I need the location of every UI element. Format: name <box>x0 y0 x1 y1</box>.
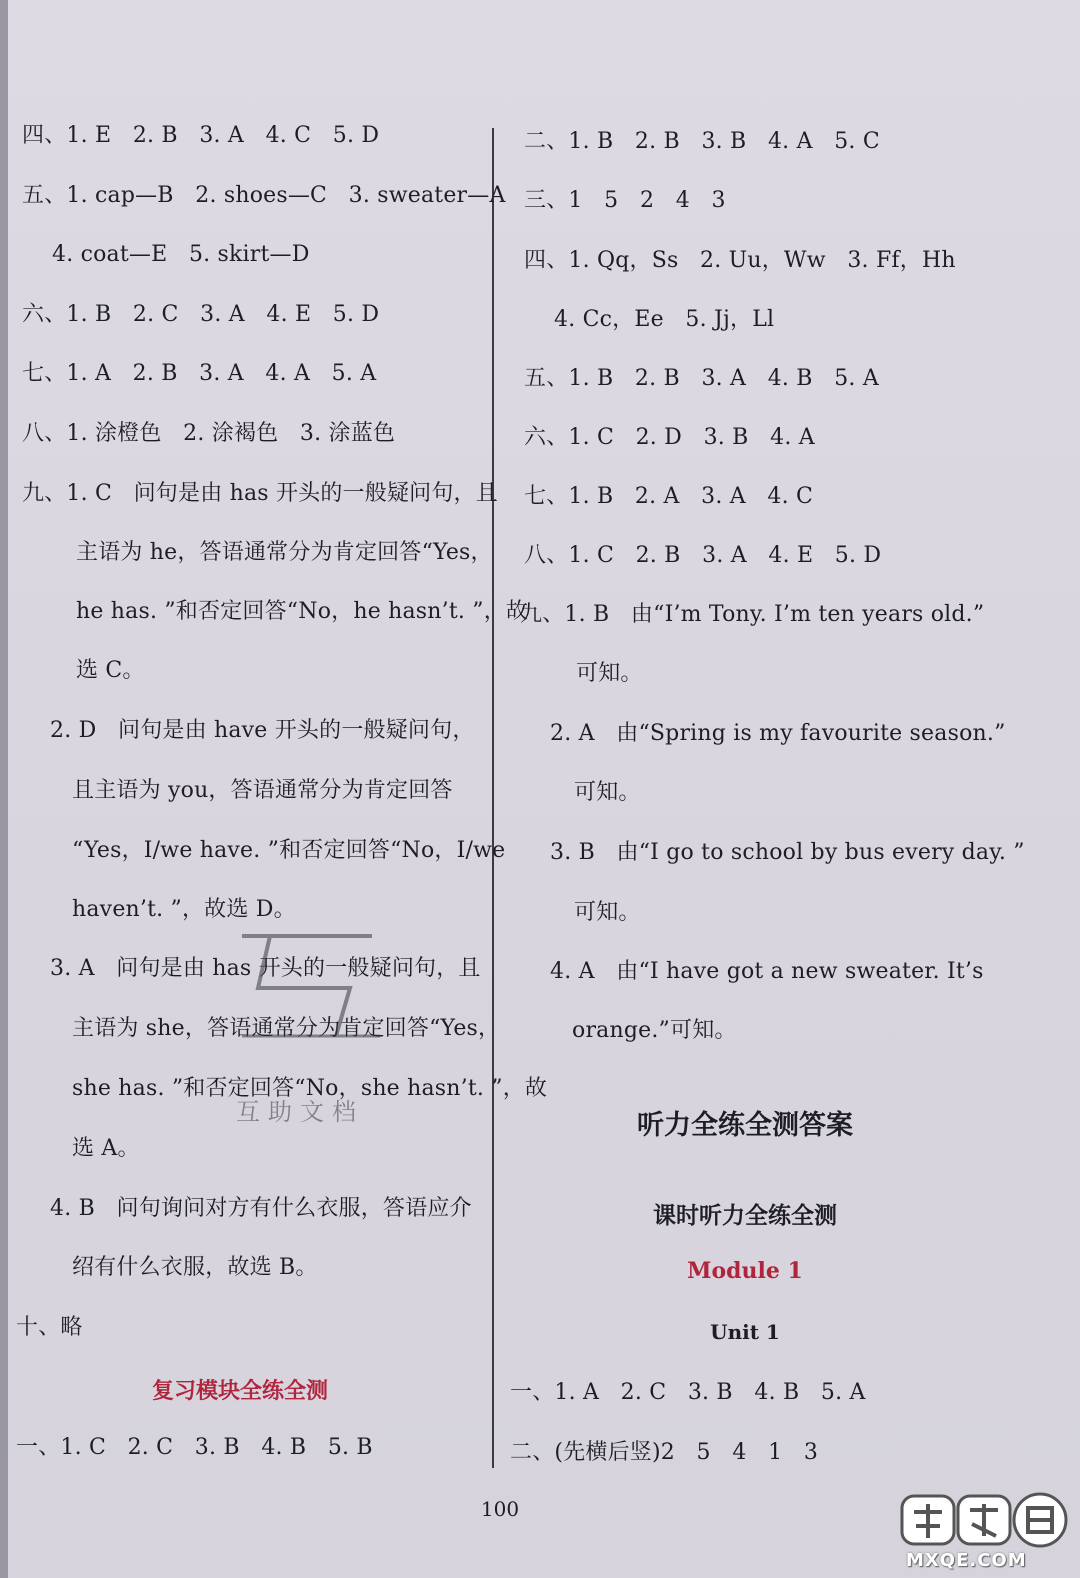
answer-line: 选 C。 <box>76 658 145 683</box>
module-heading: Module 1 <box>687 1258 803 1284</box>
answer-line: 一、1. C 2. C 3. B 4. B 5. B <box>16 1435 373 1460</box>
section-heading: 听力全练全测答案 <box>637 1110 853 1141</box>
answer-line: he has. ”和否定回答“No，he hasn’t. ”，故 <box>76 599 529 624</box>
answer-line: 六、1. B 2. C 3. A 4. E 5. D <box>22 302 380 327</box>
answer-line: 4. B 问句询问对方有什么衣服，答语应介 <box>50 1196 472 1221</box>
answer-line: “Yes，I/we have. ”和否定回答“No，I/we <box>72 838 506 863</box>
answer-line: 六、1. C 2. D 3. B 4. A <box>524 425 815 450</box>
answer-line: 2. D 问句是由 have 开头的一般疑问句， <box>50 718 475 743</box>
page-edge <box>0 0 8 1578</box>
answer-line: 绍有什么衣服，故选 B。 <box>72 1255 318 1280</box>
site-logo-text: MXQE.COM <box>906 1550 1027 1571</box>
answer-line: 可知。 <box>574 780 641 805</box>
answer-line: 二、1. B 2. B 3. B 4. A 5. C <box>524 129 880 154</box>
answer-line: 十、略 <box>16 1315 83 1340</box>
answer-line: 主语为 she，答语通常分为肯定回答“Yes， <box>72 1016 501 1041</box>
answer-line: 4. Cc，Ee 5. Jj，Ll <box>554 307 775 332</box>
answer-line: 一、1. A 2. C 3. B 4. B 5. A <box>510 1380 866 1405</box>
answer-line: 可知。 <box>576 661 643 686</box>
answer-line: 选 A。 <box>72 1136 140 1161</box>
page-number: 100 <box>480 1497 520 1521</box>
answer-line: 九、1. C 问句是由 has 开头的一般疑问句，且 <box>22 481 498 506</box>
column-divider <box>492 128 494 1468</box>
answer-line: 五、1. B 2. B 3. A 4. B 5. A <box>524 366 879 391</box>
watermark-logo <box>232 928 382 1038</box>
answer-line: 三、1 5 2 4 3 <box>524 188 726 213</box>
answer-line: 九、1. B 由“I’m Tony. I’m ten years old.” <box>520 602 985 627</box>
answer-line: 七、1. B 2. A 3. A 4. C <box>524 484 814 509</box>
answer-line: orange.”可知。 <box>572 1018 737 1043</box>
answer-line: 3. B 由“I go to school by bus every day. ” <box>550 840 1025 865</box>
section-subheading: 课时听力全练全测 <box>653 1203 837 1229</box>
answer-line: 3. A 问句是由 has 开头的一般疑问句，且 <box>50 956 481 981</box>
answer-line: 且主语为 you，答语通常分为肯定回答 <box>72 778 453 803</box>
answer-line: 四、1. E 2. B 3. A 4. C 5. D <box>22 123 380 148</box>
answer-line: haven’t. ”，故选 D。 <box>72 897 296 922</box>
answer-line: 八、1. C 2. B 3. A 4. E 5. D <box>524 543 882 568</box>
answer-line: 可知。 <box>574 900 641 925</box>
answer-line: 四、1. Qq，Ss 2. Uu，Ww 3. Ff，Hh <box>524 248 956 273</box>
unit-heading: Unit 1 <box>710 1320 780 1344</box>
answer-line: 八、1. 涂橙色 2. 涂褐色 3. 涂蓝色 <box>22 421 396 446</box>
answer-line: 2. A 由“Spring is my favourite season.” <box>550 721 1006 746</box>
section-heading: 复习模块全练全测 <box>151 1379 328 1404</box>
answer-line: 五、1. cap—B 2. shoes—C 3. sweater—A <box>22 183 506 208</box>
answer-line: she has. ”和否定回答“No，she hasn’t. ”，故 <box>72 1076 548 1101</box>
answer-line: 二、(先横后竖)2 5 4 1 3 <box>510 1440 819 1465</box>
answer-line: 主语为 he，答语通常分为肯定回答“Yes， <box>76 540 493 565</box>
answer-line: 七、1. A 2. B 3. A 4. A 5. A <box>22 361 377 386</box>
answer-line: 4. coat—E 5. skirt—D <box>52 242 310 267</box>
answer-line: 4. A 由“I have got a new sweater. It’s <box>550 959 984 984</box>
watermark-text: 互助文档 <box>236 1098 364 1126</box>
